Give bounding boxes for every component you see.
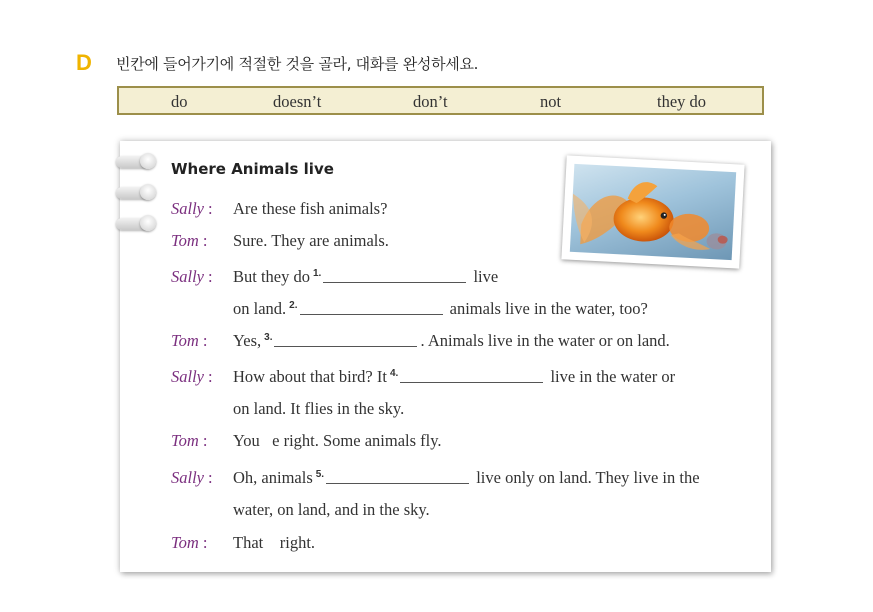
- dialogue-line: water, on land, and in the sky.: [233, 500, 430, 519]
- word-box: [117, 86, 764, 115]
- answer-blank-3[interactable]: [274, 333, 417, 347]
- answer-blank-5[interactable]: [326, 470, 469, 484]
- dialogue-line: on land. $^{2.}$ animals live in the water, too?: [233, 299, 648, 318]
- dialogue-line: How about that bird? It $^{4.}$ live in the water or: [233, 367, 676, 386]
- blank-number: 2.: [289, 300, 298, 311]
- blank-number: 4.: [389, 368, 399, 379]
- dialogue-line: You e right. Some animals fly.: [233, 431, 442, 450]
- dialogue-line: Sure. They are animals.: [233, 231, 389, 250]
- speaker-label: Tom :: [171, 331, 208, 350]
- word-option: doesn’t: [273, 92, 322, 111]
- answer-blank-1[interactable]: [323, 269, 466, 283]
- speaker-label: Sally :: [171, 267, 213, 286]
- speaker-label: Tom :: [171, 431, 208, 450]
- dialogue-line: on land. It flies in the sky.: [233, 399, 405, 418]
- word-option: don’t: [413, 92, 448, 111]
- section-letter: D: [76, 50, 92, 75]
- word-option: do: [171, 92, 188, 111]
- instruction-text: 빈칸에 들어가기에 적절한 것을 골라, 대화를 완성하세요.: [116, 55, 479, 73]
- answer-blank-2[interactable]: [300, 301, 443, 315]
- speaker-label: Sally :: [171, 468, 213, 487]
- card-title: Where Animals live: [171, 160, 334, 178]
- goldfish-photo: [561, 155, 744, 268]
- binder-ring: [116, 218, 150, 230]
- goldfish-image: [570, 164, 736, 260]
- speaker-label: Tom :: [171, 231, 208, 250]
- binder-ring: [116, 187, 150, 199]
- binder-ring: [116, 156, 150, 168]
- blank-number: 1.: [313, 268, 322, 279]
- speaker-label: Sally :: [171, 199, 213, 218]
- blank-number: 3.: [264, 332, 273, 343]
- speaker-label: Sally :: [171, 367, 213, 386]
- dialogue-line: Oh, animals $^{5.}$ live only on land. They live in the: [233, 468, 700, 487]
- word-option: not: [540, 92, 562, 111]
- dialogue-card: [120, 141, 771, 572]
- dialogue-line: But they do $^{1.}$ live: [233, 267, 499, 286]
- answer-blank-4[interactable]: [400, 369, 543, 383]
- dialogue-line: Yes, $^{3.}$ . Animals live in the water or on land.: [233, 331, 670, 350]
- word-option: they do: [657, 92, 707, 111]
- speaker-label: Tom :: [171, 533, 208, 552]
- dialogue-line: Are these fish animals?: [233, 199, 388, 218]
- blank-number: 5.: [315, 469, 325, 480]
- dialogue-line: That right.: [233, 533, 316, 552]
